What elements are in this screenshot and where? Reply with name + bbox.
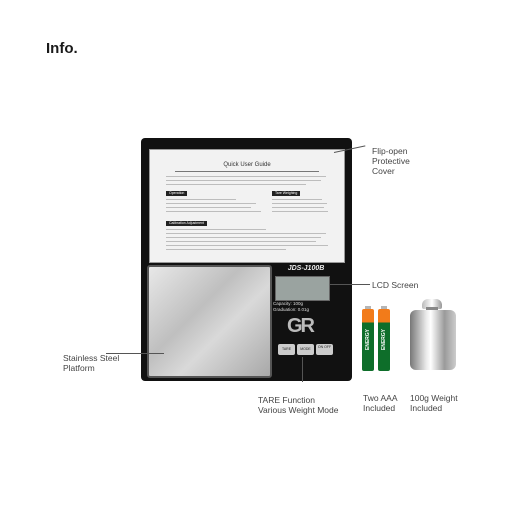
- guide-title: Quick User Guide: [223, 162, 271, 168]
- callout-platform: Stainless Steel Platform: [63, 353, 120, 373]
- guide-intro: [166, 176, 326, 185]
- callout-lcd: LCD Screen: [372, 280, 419, 290]
- guide-title-rule: [175, 171, 319, 172]
- leader-lcd: [330, 284, 370, 285]
- tare-button[interactable]: TARE: [278, 344, 295, 355]
- aaa-battery-2: [378, 306, 390, 371]
- scale-specs: [273, 301, 343, 313]
- callout-tare: TARE Function Various Weight Mode: [258, 395, 339, 415]
- callout-batteries: Two AAA Included: [363, 393, 398, 413]
- guide-section-operation: Operation: [166, 191, 187, 196]
- aaa-battery-1: [362, 306, 374, 371]
- guide-tare-text: [272, 199, 330, 212]
- power-button[interactable]: ON OFF: [316, 344, 333, 355]
- lcd-screen: [275, 276, 330, 301]
- guide-section-tare: Tare Weighing: [272, 191, 300, 196]
- stainless-steel-platform: [147, 265, 272, 378]
- model-name: JDS-J100B: [287, 265, 325, 272]
- leader-tare: [302, 357, 303, 382]
- callout-weight: 100g Weight Included: [410, 393, 458, 413]
- battery-brand-label: ENERGY: [365, 329, 371, 351]
- guide-calibration-text: [166, 229, 328, 250]
- mode-button[interactable]: MODE: [297, 344, 314, 355]
- section-heading: Info.: [46, 40, 78, 57]
- battery-brand-label: ENERGY: [381, 329, 387, 351]
- guide-operation-text: [166, 199, 262, 212]
- guide-section-calibration: Calibration Adjustment: [166, 221, 207, 226]
- calibration-weight: [410, 310, 456, 370]
- callout-flip-cover: Flip-open Protective Cover: [372, 146, 410, 176]
- logo-mark: GR: [287, 315, 313, 337]
- graduation-text: Graduation: 0.01g: [273, 307, 310, 312]
- quick-guide-lid: [149, 149, 345, 263]
- capacity-text: Capacity: 100g: [273, 301, 304, 306]
